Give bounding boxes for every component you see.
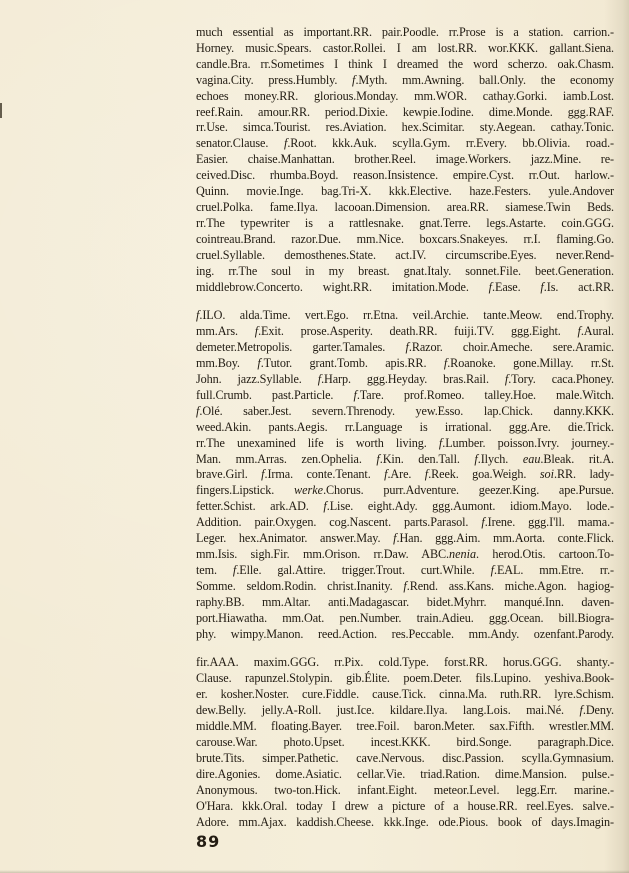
text-line: dew.Belly. jelly.A-Roll. just.Ice. kildare.Ilya. lang.Lois. mai.Né. f.Deny. (196, 703, 614, 718)
text-line: John. jazz.Syllable. f.Harp. ggg.Heyday. bras.Rail. f.Tory. caca.Phoney. (196, 372, 614, 387)
text-line: dire.Agonies. dome.Asiatic. cellar.Vie. triad.Ration. dime.Mansion. pulse.- (196, 766, 614, 781)
text-line: vagina.City. press.Humbly. f.Myth. mm.Awning. ball.Only. the economy (196, 72, 614, 87)
text-line: ing. rr.The soul in my breast. gnat.Italy. sonnet.File. beet.Generation. (196, 263, 614, 278)
text-line: senator.Clause. f.Root. kkk.Auk. scylla.Gym. rr.Every. bb.Olivia. road.- (196, 136, 614, 151)
text-line: mm.Isis. sigh.Fir. mm.Orison. rr.Daw. ABC.nenia. herod.Otis. cartoon.To- (196, 547, 614, 561)
text-line: fir.AAA. maxim.GGG. rr.Pix. cold.Type. forst.RR. horus.GGG. shanty.- (196, 655, 614, 670)
text-line: fetter.Schist. ark.AD. f.Lise. eight.Ady. ggg.Aumont. idiom.Mayo. lode.- (196, 499, 614, 514)
text-line: tem. f.Elle. gal.Attire. trigger.Trout. curt.While. f.EAL. mm.Etre. rr.- (196, 562, 614, 577)
text-line: rr.The typewriter is a rattlesnake. gnat.Terre. legs.Astarte. coin.GGG. (196, 215, 614, 230)
text-line: demeter.Metropolis. garter.Tamales. f.Razor. choir.Ameche. sere.Aramic. (196, 340, 614, 355)
text-line: middlebrow.Concerto. wight.RR. imitation.Mode. f.Ease. f.Is. act.RR. (196, 279, 614, 294)
text-line: Horney. music.Spears. castor.Rollei. I am lost.RR. wor.KKK. gallant.Siena. (196, 40, 614, 55)
text-line: reef.Rain. amour.RR. period.Dixie. kewpie.Iodine. dime.Monde. ggg.RAF. (196, 104, 614, 119)
text-line: f.ILO. alda.Time. vert.Ego. rr.Etna. veil.Archie. tante.Meow. end.Trophy. (196, 308, 614, 323)
text-line: fingers.Lipstick. werke.Chorus. purr.Adventure. geezer.King. ape.Pursue. (196, 483, 614, 498)
paragraph-3 (196, 655, 614, 830)
text-line: Quinn. movie.Inge. bag.Tri-X. kkk.Elective. haze.Festers. yule.Andover (196, 184, 614, 199)
text-line: Clause. rapunzel.Stolypin. gib.Élite. poem.Deter. fils.Lupino. yeshiva.Book- (196, 671, 614, 686)
text-line: cruel.Syllable. demosthenes.State. act.IV. circumscribe.Eyes. never.Rend- (196, 247, 614, 262)
paragraph-2 (196, 308, 614, 642)
text-line: Adore. mm.Ajax. kaddish.Cheese. kkk.Inge. ode.Pious. book of days.Imagin- (196, 814, 614, 829)
text-line: cointreau.Brand. razor.Due. mm.Nice. boxcars.Snakeyes. rr.I. flaming.Go. (196, 231, 614, 246)
text-line: raphy.BB. mm.Altar. anti.Madagascar. bidet.Myhrr. manqué.Inn. daven- (196, 594, 614, 609)
text-line: Man. mm.Arras. zen.Ophelia. f.Kin. den.Tall. f.Ilych. eau.Bleak. rit.A. (196, 451, 614, 466)
page-number: 89 (196, 832, 221, 851)
text-line: weed.Akin. pants.Aegis. rr.Language is irrational. ggg.Are. die.Trick. (196, 419, 614, 434)
text-line: mm.Boy. f.Tutor. grant.Tomb. apis.RR. f.Roanoke. gone.Millay. rr.St. (196, 356, 614, 371)
text-line: f.Olé. saber.Jest. severn.Threnody. yew.Esso. lap.Chick. danny.KKK. (196, 403, 614, 418)
text-line: port.Hiawatha. mm.Oat. pen.Number. train.Adieu. ggg.Ocean. bill.Biogra- (196, 610, 614, 625)
text-line: er. kosher.Noster. cure.Fiddle. cause.Tick. cinna.Ma. ruth.RR. lyre.Schism. (196, 687, 614, 702)
text-line: Addition. pair.Oxygen. cog.Nascent. parts.Parasol. f.Irene. ggg.I'll. mama.- (196, 515, 614, 530)
text-line: much essential as important.RR. pair.Poodle. rr.Prose is a station. carrion.- (196, 25, 614, 39)
text-line: brute.Tits. simper.Pathetic. cave.Nervous. disc.Passion. scylla.Gymnasium. (196, 750, 614, 765)
text-line: Somme. seldom.Rodin. christ.Inanity. f.Rend. ass.Kans. miche.Agon. hagiog- (196, 578, 614, 593)
text-line: Easier. chaise.Manhattan. brother.Reel. image.Workers. jazz.Mine. re- (196, 152, 614, 167)
text-line: brave.Girl. f.Irma. conte.Tenant. f.Are. f.Reek. goa.Weigh. soi.RR. lady- (196, 467, 614, 482)
text-line: rr.The unexamined life is worth living. f.Lumber. poisson.Ivry. journey.- (196, 435, 614, 450)
text-line: echoes money.RR. glorious.Monday. mm.WOR. cathay.Gorki. iamb.Lost. (196, 88, 614, 103)
text-block (196, 25, 614, 830)
text-line: candle.Bra. rr.Sometimes I think I dreamed the word scherzo. oak.Chasm. (196, 56, 614, 71)
text-line: O'Hara. kkk.Oral. today I drew a picture of a house.RR. reel.Eyes. salve.- (196, 798, 614, 813)
text-line: cruel.Polka. fame.Ilya. lacooan.Dimension. area.RR. siamese.Twin Beds. (196, 199, 614, 214)
text-line: phy. wimpy.Manon. reed.Action. res.Peccable. mm.Andy. ozenfant.Parody. (196, 626, 614, 641)
text-line: full.Crumb. past.Particle. f.Tare. prof.Romeo. talley.Hoe. male.Witch. (196, 387, 615, 402)
paragraph-1 (196, 25, 614, 295)
text-line: Leger. hex.Animator. answer.May. f.Han. ggg.Aim. mm.Aorta. conte.Flick. (196, 531, 614, 546)
text-line: Anonymous. two-ton.Hick. infant.Eight. meteor.Level. legg.Err. marine.- (196, 782, 614, 797)
text-line: middle.MM. floating.Bayer. tree.Foil. baron.Meter. sax.Fifth. wrestler.MM. (196, 719, 614, 734)
text-line: carouse.War. photo.Upset. incest.KKK. bird.Songe. paragraph.Dice. (196, 734, 614, 749)
text-line: rr.Use. simca.Tourist. res.Aviation. hex.Scimitar. sty.Aegean. cathay.Tonic. (196, 120, 614, 135)
text-line: mm.Ars. f.Exit. prose.Asperity. death.RR. fuiji.TV. ggg.Eight. f.Aural. (196, 324, 615, 339)
scan-edge-artifact (0, 103, 2, 118)
text-line: ceived.Disc. rhumba.Boyd. reason.Insistence. empire.Cyst. rr.Out. harlow.- (196, 168, 614, 183)
